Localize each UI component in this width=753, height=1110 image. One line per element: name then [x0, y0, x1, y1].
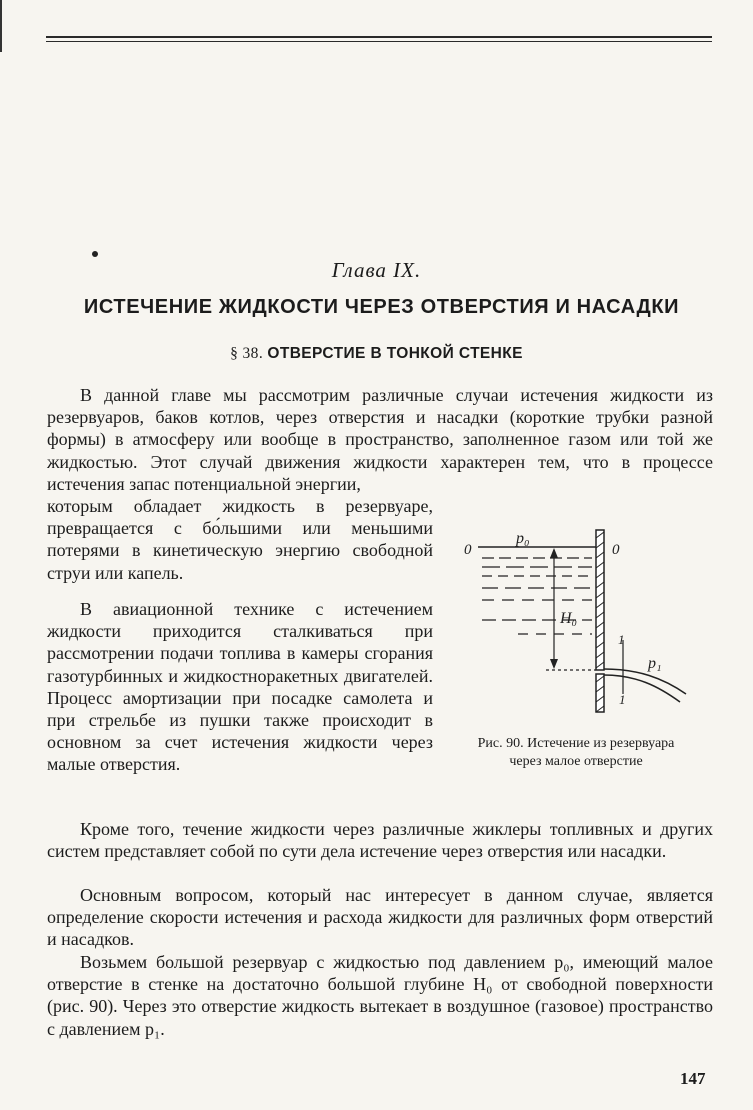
- figure-caption: Рис. 90. Истечение из резервуара через малое отверстие: [477, 736, 675, 769]
- jet-lower-edge: [604, 675, 680, 702]
- label-p0: p₀: [516, 530, 530, 547]
- paragraph-intro-continued: которым обладает жидкость в резервуаре, превращается с бо́льшими или меньшими потерями в кинетическую энергию свободной струи или капель.: [47, 496, 433, 583]
- paragraph-main-question: Основным вопросом, который нас интересует в данном случае, является определение скорости истечения и расхода жидкости для различных форм отверстий и насадков.: [47, 885, 713, 950]
- depth-arrow-bottom: [550, 659, 558, 669]
- page-number: 147: [680, 1069, 706, 1088]
- chapter-label: Глава IX.: [331, 258, 422, 282]
- chapter-title: ИСТЕЧЕНИЕ ЖИДКОСТИ ЧЕРЕЗ ОТВЕРСТИЯ И НАСАДКИ: [83, 296, 680, 318]
- header-rule-thick: [46, 36, 712, 38]
- label-p1: p₁: [648, 655, 662, 672]
- section-title: ОТВЕРСТИЕ В ТОНКОЙ СТЕНКЕ: [267, 345, 523, 362]
- label-1-bottom: 1: [619, 692, 626, 707]
- section-heading: [0, 345, 753, 363]
- tank-wall-upper: [596, 530, 604, 670]
- paragraph-jets: Кроме того, течение жидкости через различные жиклеры топливных и других систем представляет собой по сути дела истечение через отверстия или насадки.: [47, 819, 713, 862]
- ink-dot: [92, 251, 98, 257]
- header-rule-thin: [46, 41, 712, 42]
- label-H0: H₀: [560, 610, 578, 627]
- label-0-right: 0: [612, 542, 620, 558]
- scan-edge-line: [0, 0, 2, 52]
- label-1-top: 1: [618, 632, 625, 647]
- label-0-left: 0: [464, 542, 472, 558]
- paragraph-aviation: В авиационной технике с истечением жидкости приходится сталкиваться при рассмотрении подачи топлива в камеры сгорания газотурбинных и жидкостноракетных двигателей. Процесс амортизации при посадке самолета и при стрельбе из пушки также происходит в основном за счет истечения жидкости через малые отверстия.: [47, 599, 433, 775]
- section-number: § 38.: [230, 345, 264, 362]
- paragraph-intro: В данной главе мы рассмотрим различные случаи истечения жидкости из резервуаров, баков котлов, через отверстия и насадки (короткие трубки разной формы) в атмосферу или вообще в пространство, заполненное газом или той же жидкостью. Этот случай движения жидкости характерен тем, что в процессе истечения запас потенциальной энергии,: [47, 385, 713, 494]
- depth-arrow-top: [550, 548, 558, 558]
- paragraph-reservoir: Возьмем большой резервуар с жидкостью под давлением p₀, имеющий малое отверстие в стенке на достаточно большой глубине H₀ от свободной поверхности (рис. 90). Через это отверстие жидкость вытекает в воздушное (газовое) пространство с давлением p₁.: [47, 952, 713, 1039]
- reservoir-figure: [458, 522, 698, 722]
